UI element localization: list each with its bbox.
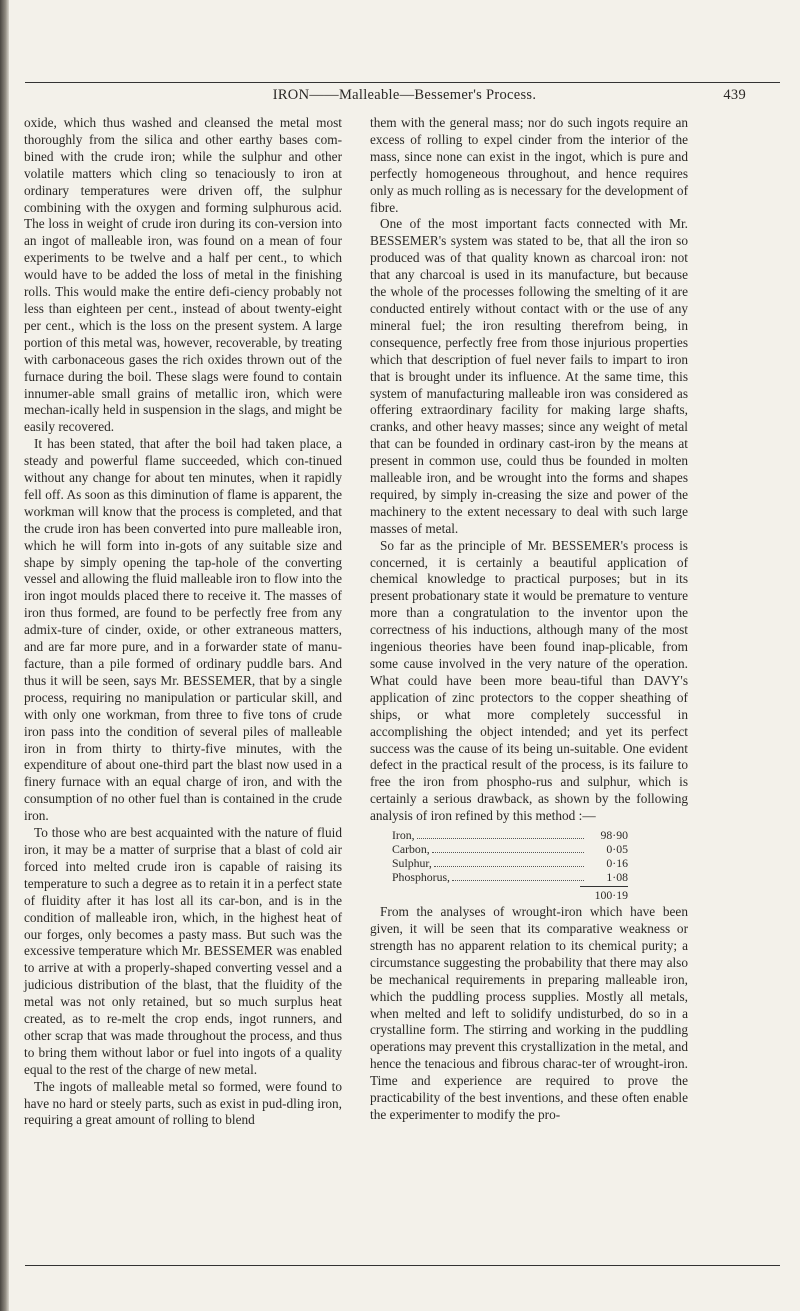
analysis-value: 0·05 bbox=[606, 842, 628, 857]
running-header bbox=[9, 87, 800, 107]
page-number: 439 bbox=[723, 87, 746, 103]
analysis-row bbox=[392, 828, 628, 842]
analysis-value: 98·90 bbox=[600, 828, 628, 843]
header-title: IRON——Malleable—Bessemer's Process. bbox=[272, 87, 537, 103]
footer-rule bbox=[25, 1265, 780, 1266]
right-column bbox=[370, 115, 688, 1124]
analysis-value: 1·08 bbox=[606, 870, 628, 885]
leader-dots bbox=[432, 842, 584, 853]
book-page bbox=[9, 0, 800, 1311]
analysis-element: Iron, bbox=[392, 828, 415, 843]
paragraph: One of the most important facts connected with Mr. BESSEMER's system was stated to be, that all the iron so produced was of that quality known as charcoal iron: not that any charcoal is used in its manufacture, but because the whole of the processes following the smelting of it are conducted entirely without contact with or the use of any mineral fuel; the iron resulting therefrom being, in consequence, perfectly free from those injurious properties which that description of fuel never fails to impart to iron that is brought under its influence. At the same time, this system of manufacturing malleable iron was considered as offering extraordinary facility for making large shafts, cranks, and other heavy masses; since any weight of metal that can be founded in ordinary cast-iron by the means at present in common use, could thus be founded in molten malleable iron, and be wrought into the forms and shapes required, by simply in-creasing the size and power of the machinery to the extent necessary to deal with such large masses of metal. bbox=[370, 216, 688, 536]
paragraph: The ingots of malleable metal so formed, were found to have no hard or steely parts, such as exist in pud-dling iron, requiring a great amount of rolling to blend bbox=[24, 1078, 342, 1128]
paragraph: So far as the principle of Mr. BESSEMER's process is concerned, it is certainly a beautiful application of chemical knowledge to practical purposes; but in its present probationary state it would be premature to venture more than a congratulation to the inventor upon the correctness of his inductions, although many of the most ingenious theories have been found inap-plicable, from some cause involved in the very nature of the operation. What could have been more beau-tiful than DAVY's application of zinc protectors to the copper sheathing of ships, or what more completely successful in accomplishing the object intended; and yet its perfect success was the cause of its being un-suitable. One evident defect in the practical result of the process, is its failure to free the iron from phospho-rus and sulphur, which is certainly a serious drawback, as shown by the following analysis of iron refined by this method :— bbox=[370, 537, 688, 824]
analysis-element: Sulphur, bbox=[392, 856, 432, 871]
left-column bbox=[24, 115, 342, 1129]
analysis-element: Phosphorus, bbox=[392, 870, 451, 885]
header-rule bbox=[25, 82, 780, 83]
analysis-value: 0·16 bbox=[606, 856, 628, 871]
analysis-row bbox=[392, 842, 628, 856]
paragraph: them with the general mass; nor do such ingots require an excess of rolling to expel cinder from the interior of the mass, since none can exist in the ingot, which is pure and perfectly homogeneous throughout, and hence requires only as much rolling as is necessary for the development of fibre. bbox=[370, 115, 688, 215]
leader-dots bbox=[452, 870, 584, 881]
iron-analysis-table bbox=[392, 828, 628, 902]
analysis-total: 100·19 bbox=[580, 886, 628, 902]
book-binding-edge bbox=[0, 0, 9, 1311]
leader-dots bbox=[434, 856, 584, 867]
paragraph: It has been stated, that after the boil had taken place, a steady and powerful flame succeeded, which con-tinued without any change for about ten minutes, when it rapidly fell off. As soon as this diminution of flame is apparent, the workman will know that the process is completed, and that the crude iron has been converted into pure malleable iron, which he will form into in-gots of any suitable size and shape by simply opening the tap-hole of the converting vessel and allowing the fluid malleable iron to flow into the iron ingot moulds placed there to receive it. The masses of iron thus formed, are found to be perfectly free from any admix-ture of cinder, oxide, or other extraneous matters, and are far more pure, and in a forwarder state of manu-facture, than a pile formed of ordinary puddle bars. And thus it will be seen, says Mr. BESSEMER, that by a single process, requiring no manipulation or particular skill, and with only one workman, from three to five tons of crude iron pass into the condition of several piles of malleable iron in from thirty to thirty-five minutes, with the expenditure of about one-third part the blast now used in a finery furnace with an equal charge of iron, and with the consumption of no other fuel than is contained in the crude iron. bbox=[24, 436, 342, 824]
paragraph: oxide, which thus washed and cleansed the metal most thoroughly from the silica and other earthy bases com-bined with the crude iron; while the sulphur and other volatile matters which cling so tenaciously to iron at ordinary temperatures were driven off, the sulphur combining with the oxygen and forming sulphurous acid. The loss in weight of crude iron during its con-version into an ingot of malleable iron, was found on a mean of four experiments to be twelve and a half per cent., to which would have to be added the loss of metal in the finishing rolls. This would make the entire defi-ciency probably not less than eighteen per cent., instead of about twenty-eight per cent., which is the loss on the present system. A large portion of this metal was, however, recoverable, by treating with carbonaceous gases the rich oxides thrown out of the furnace during the boil. These slags were found to contain innumer-able small grains of metallic iron, which were mechan-ically held in suspension in the slags, and might be easily recovered. bbox=[24, 115, 342, 435]
analysis-element: Carbon, bbox=[392, 842, 430, 857]
analysis-row bbox=[392, 870, 628, 884]
paragraph: From the analyses of wrought-iron which have been given, it will be seen that its comparative weakness or strength has no apparent relation to its chemical purity; a circumstance suggesting the probability that there may also be mechanical requirements in preparing malleable iron, which the puddling process supplies. Mostly all metals, when melted and left to solidify undisturbed, do so in a crystalline form. The stirring and working in the puddling operations may prevent this crystallization in the metal, and hence the tenacious and fibrous charac-ter of wrought-iron. Time and experience are required to prove the practicability of the best inventions, and these often enable the experimenter to modify the pro- bbox=[370, 904, 688, 1122]
analysis-row bbox=[392, 856, 628, 870]
leader-dots bbox=[417, 828, 584, 839]
paragraph: To those who are best acquainted with the nature of fluid iron, it may be a matter of surprise that a blast of cold air forced into melted crude iron is capable of raising its temperature to such a degree as to retain it in a perfect state of fluidity after it has lost all its car-bon, and is in the condition of malleable iron, which, in the highest heat of our forges, only becomes a pasty mass. But such was the excessive temperature which Mr. BESSEMER was enabled to arrive at with a properly-shaped converting vessel and a judicious distribution of the blast, that the fluidity of the metal was not only retained, but so much surplus heat created, as to re-melt the crop ends, ingot runners, and other scrap that was made throughout the process, and thus to bring them without labor or fuel into ingots of a quality equal to the rest of the charge of new metal. bbox=[24, 825, 342, 1077]
